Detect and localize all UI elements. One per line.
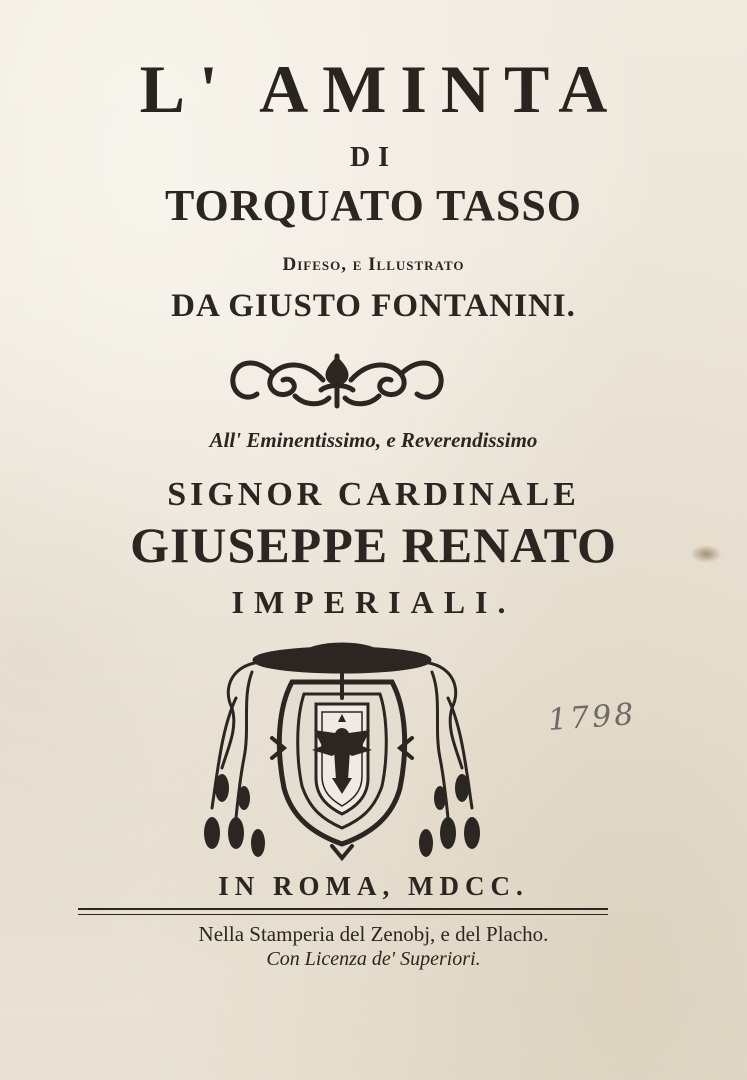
recipient-name: GIUSEPPE RENATO	[130, 517, 617, 573]
fleuron-ornament-icon	[225, 350, 450, 412]
paper-stain	[690, 545, 722, 563]
editor-name: DA GIUSTO FONTANINI.	[171, 288, 576, 324]
book-title: L' AMINTA	[139, 51, 622, 127]
printer-line: Nella Stamperia del Zenobj, e del Placho.	[198, 922, 549, 946]
subtitle-line: Difeso, e Illustrato	[282, 254, 465, 275]
dedication-line: All' Eminentissimo, e Reverendissimo	[209, 428, 538, 452]
recipient-surname: IMPERIALI.	[231, 584, 516, 620]
title-connector: DI	[349, 142, 398, 173]
horizontal-rule	[78, 908, 608, 915]
recipient-title: SIGNOR CARDINALE	[167, 476, 580, 513]
handwritten-year: 1798	[546, 696, 638, 739]
imprint-place-date: IN ROMA, MDCC.	[218, 871, 529, 901]
author-name: TORQUATO TASSO	[164, 181, 583, 230]
coat-of-arms-icon	[192, 638, 492, 863]
license-line: Con Licenza de' Superiori.	[266, 948, 481, 970]
